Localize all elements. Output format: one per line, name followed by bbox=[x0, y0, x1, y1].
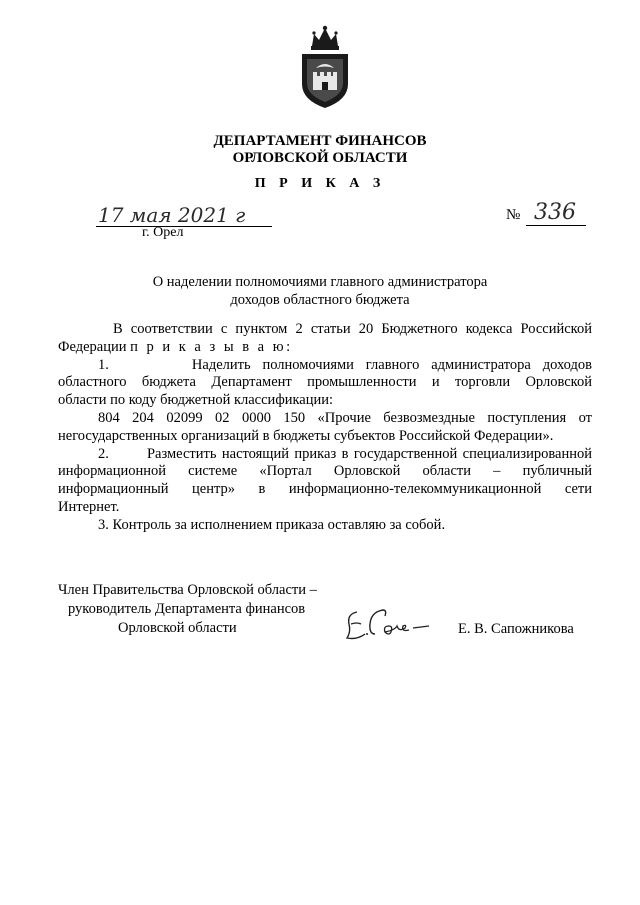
coat-of-arms-emblem bbox=[298, 24, 352, 110]
city: г. Орел bbox=[142, 225, 184, 240]
handwritten-number: 336 bbox=[534, 200, 576, 225]
subject-line1: О наделении полномочиями главного администратора bbox=[152, 274, 488, 290]
handwritten-date: 17 мая 2021 г bbox=[98, 203, 246, 227]
preamble-line2 bbox=[58, 339, 592, 357]
item1-line2: областного бюджета Департамент промышленности и торговли Орловской bbox=[58, 374, 592, 391]
number-label: № bbox=[506, 207, 521, 223]
item3-line: 3. Контроль за исполнением приказа оставляю за собой. bbox=[98, 516, 446, 533]
item2-line1 bbox=[58, 446, 592, 464]
order-body bbox=[58, 321, 592, 535]
handwritten-signature bbox=[343, 604, 435, 644]
item1-line3: области по коду бюджетной классификации: bbox=[58, 392, 334, 409]
department-name-line1: ДЕПАРТАМЕНТ ФИНАНСОВ bbox=[213, 133, 427, 149]
subject-line2: доходов областного бюджета bbox=[230, 292, 410, 308]
item2-line4: Интернет. bbox=[58, 498, 120, 515]
item2-line2: информационной системе «Портал Орловской области – публичный bbox=[58, 463, 592, 480]
item2-text: Разместить настоящий приказ в государственной специализированной bbox=[146, 445, 592, 462]
signer-name: Е. В. Сапожникова bbox=[458, 621, 574, 637]
code-line2: негосударственных организаций в бюджеты субъектов Российской Федерации». bbox=[58, 427, 554, 444]
signer-title-line2: руководитель Департамента финансов bbox=[68, 601, 306, 617]
item2-number: 2. bbox=[98, 445, 109, 462]
document-type: П Р И К А З bbox=[254, 176, 386, 191]
item2-line3: информационный центр» в информационно-телекоммуникационной сети bbox=[58, 481, 592, 498]
item1-text: Наделить полномочиями главного администратора доходов bbox=[191, 356, 592, 373]
signer-title-line1: Член Правительства Орловской области – bbox=[58, 582, 317, 598]
signer-title-line3: Орловской области bbox=[118, 620, 237, 636]
preamble-line1: В соответствии с пунктом 2 статьи 20 Бюджетного кодекса Российской bbox=[113, 321, 592, 337]
date-underline bbox=[96, 226, 272, 227]
order-verb: п р и к а з ы в а ю: bbox=[130, 338, 293, 355]
code-line1: 804 204 02099 02 0000 150 «Прочие безвозмездные поступления от bbox=[98, 409, 592, 426]
number-underline bbox=[526, 225, 586, 226]
item1-line1 bbox=[58, 357, 592, 375]
preamble-text: Федерации bbox=[58, 338, 127, 355]
department-name-line2: ОРЛОВСКОЙ ОБЛАСТИ bbox=[232, 150, 408, 166]
item1-number: 1. bbox=[98, 356, 109, 373]
